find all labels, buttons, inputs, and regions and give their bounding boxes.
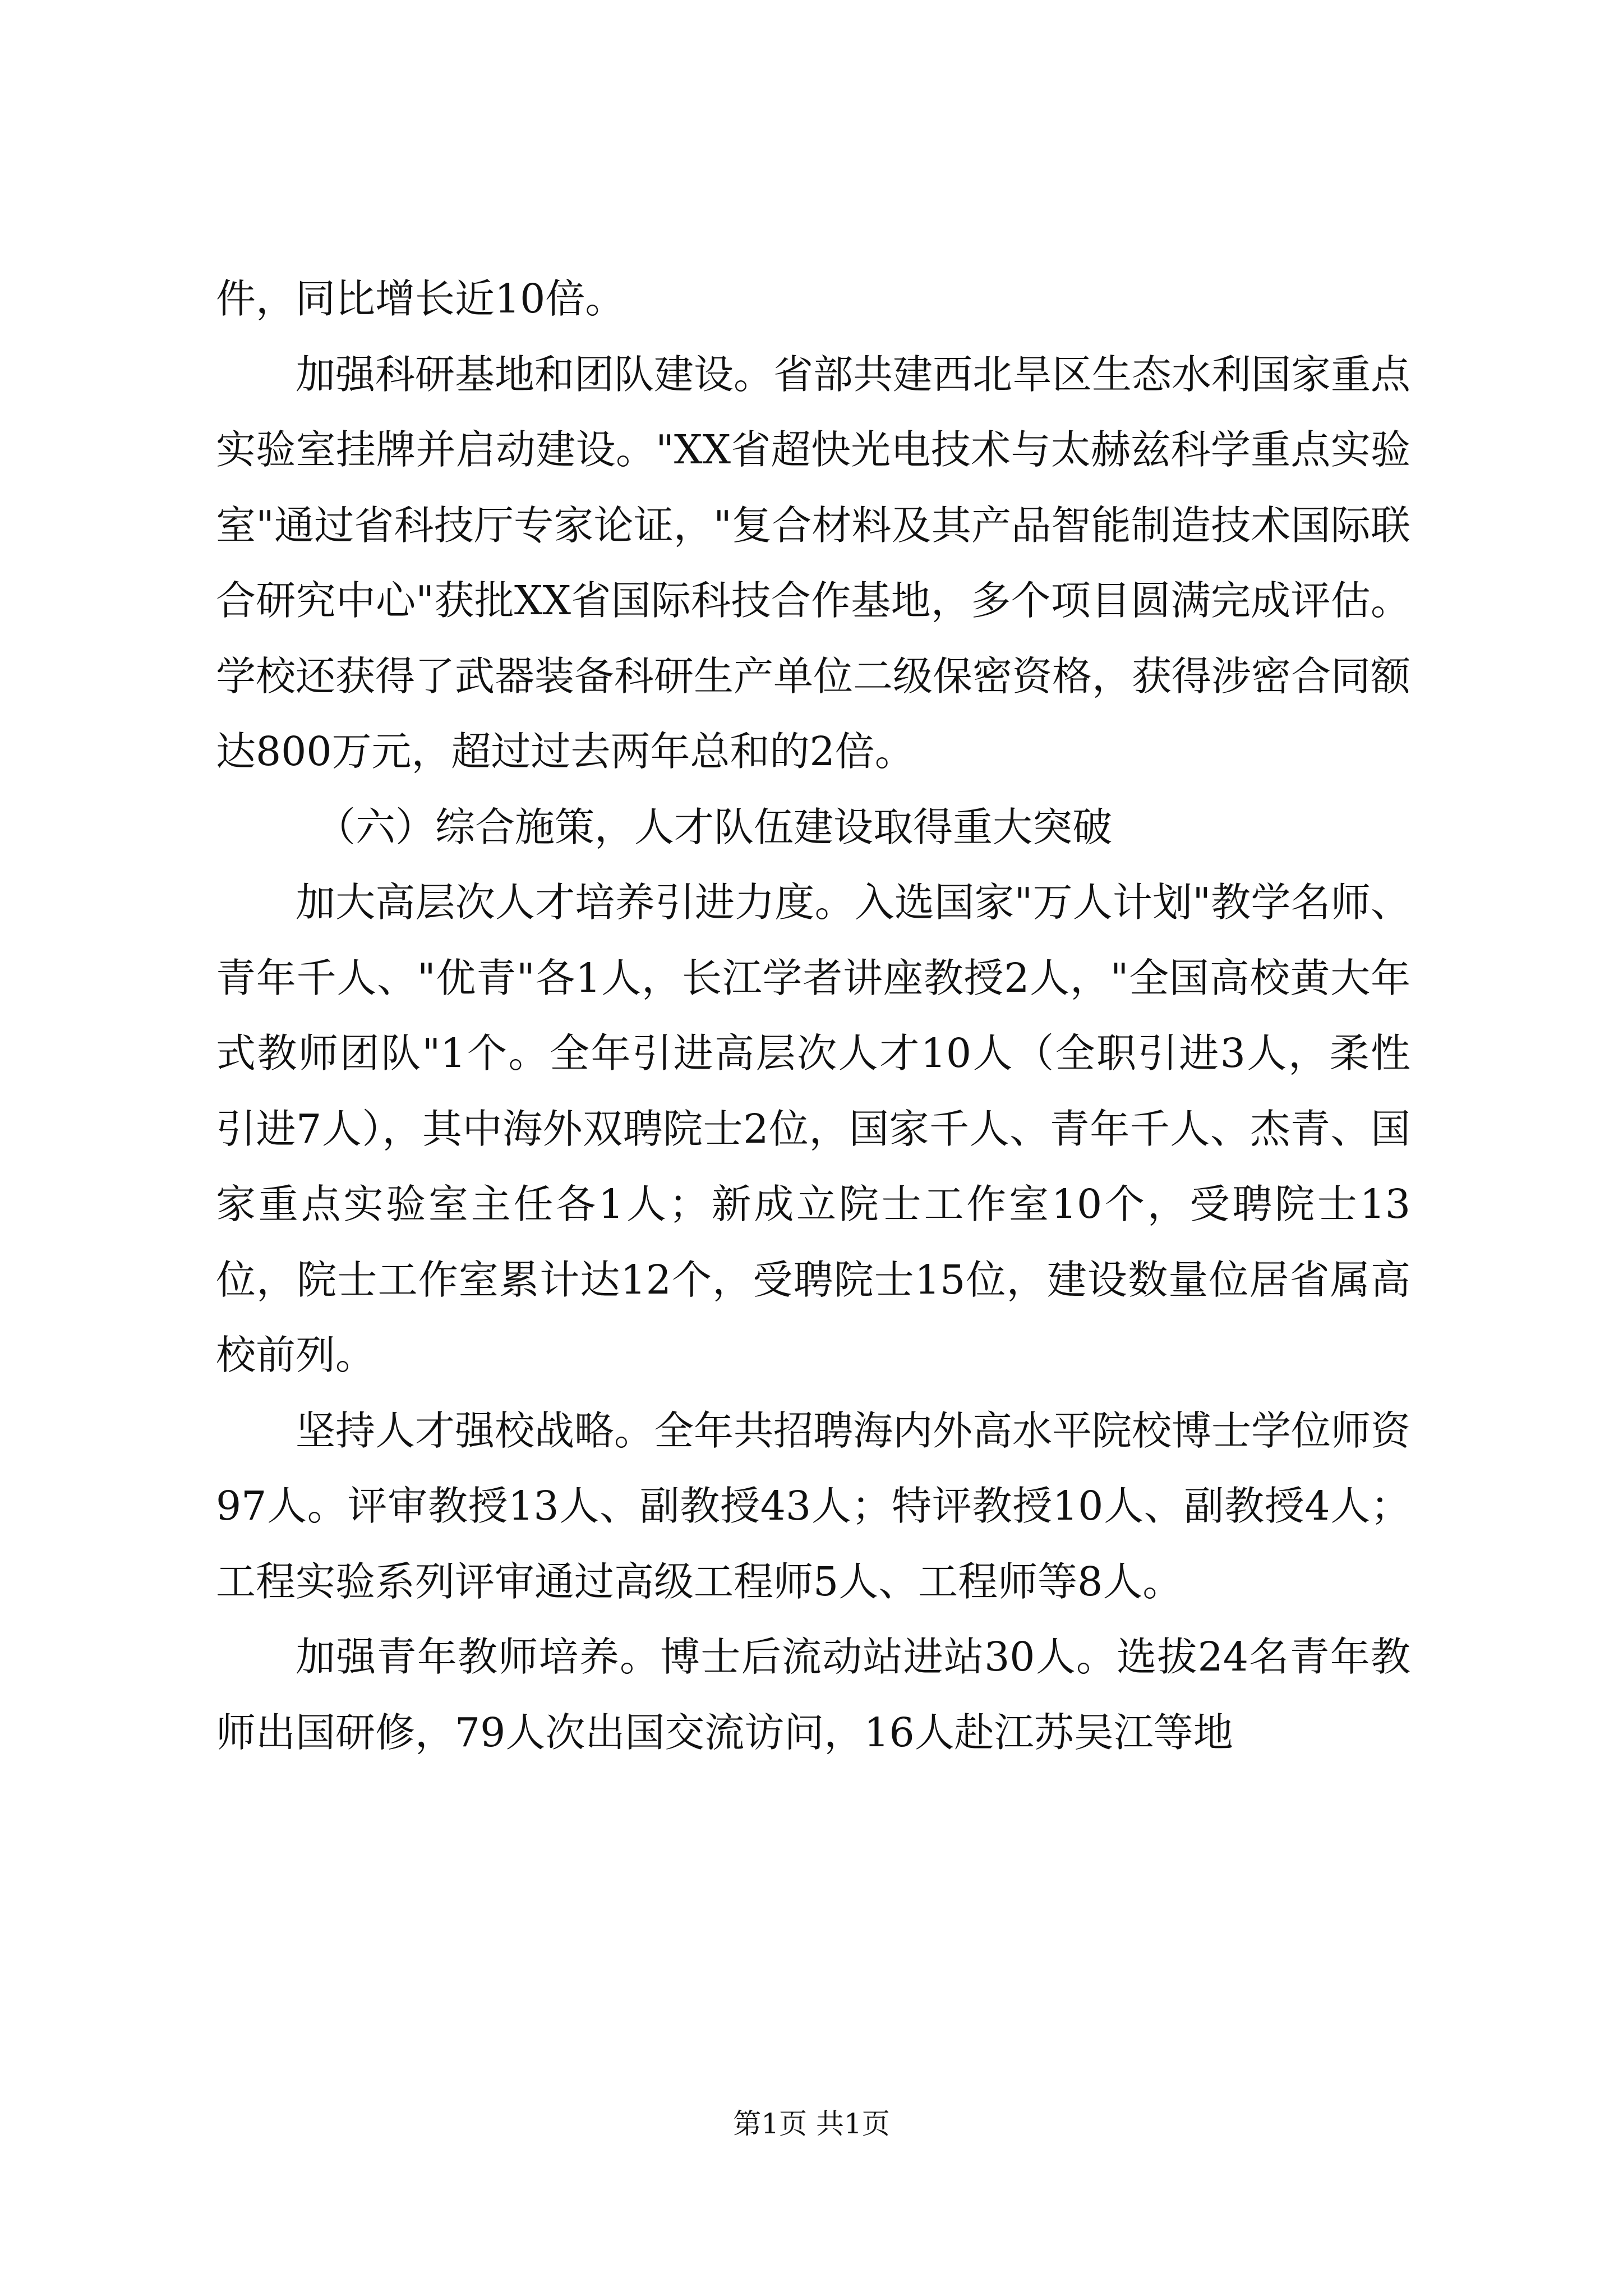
paragraph-young-teachers: 加强青年教师培养。博士后流动站进站30人。选拔24名青年教师出国研修，79人次出国交流访问，16人赴江苏吴江等地 (216, 1634, 1410, 1756)
paragraph-talent-strategy: 坚持人才强校战略。全年共招聘海内外高水平院校博士学位师资97人。评审教授13人、副教授43人；特评教授10人、副教授4人；工程实验系列评审通过高级工程师5人、工程师等8人。 (216, 1407, 1411, 1605)
document-body (216, 261, 1410, 1770)
section-heading-talent: （六）综合施策，人才队伍建设取得重大突破 (316, 803, 1113, 850)
paragraph-research-base: 加强科研基地和团队建设。省部共建西北旱区生态水利国家重点实验室挂牌并启动建设。"XX省超快光电技术与太赫兹科学重点实验室"通过省科技厅专家论证，"复合材料及其产品智能制造技术国际联合研究中心"获批XX省国际科技合作基地，多个项目圆满完成评估。学校还获得了武器装备科研生产单位二级保密资格，获得涉密合同额达800万元，超过过去两年总和的2倍。 (216, 351, 1411, 775)
page-footer: 第1页 共1页 (733, 2108, 890, 2140)
paragraph-high-level-talent: 加大高层次人才培养引进力度。入选国家"万人计划"教学名师、青年千人、"优青"各1人，长江学者讲座教授2人，"全国高校黄大年式教师团队"1个。全年引进高层次人才10人（全职引进3人，柔性引进7人），其中海外双聘院士2位，国家千人、青年千人、杰青、国家重点实验室主任各1人；新成立院士工作室10个，受聘院士13位，院士工作室累计达12个，受聘院士15位，建设数量位居省属高校前列。 (216, 879, 1410, 1378)
paragraph-continuation: 件，同比增长近10倍。 (216, 275, 625, 322)
